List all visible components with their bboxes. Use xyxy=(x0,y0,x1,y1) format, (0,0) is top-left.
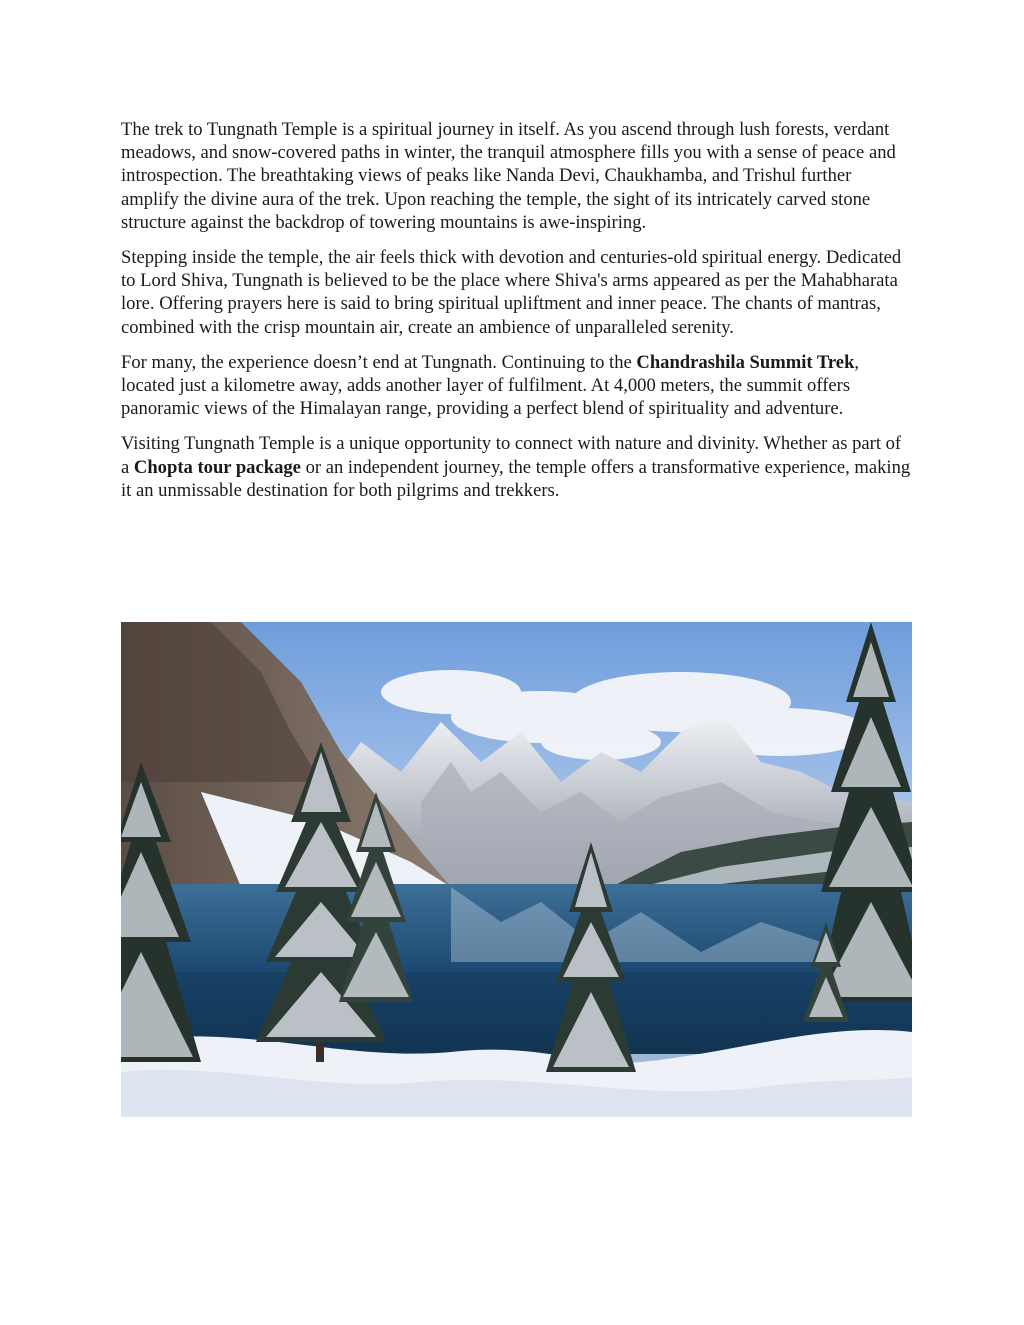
paragraph-4-text-after: or an independent journey, the temple offers a transformative experience, making it an unmissable destination for both pilgrims and trekkers. xyxy=(121,456,911,501)
paragraph-3 xyxy=(121,351,911,421)
paragraph-4-text-before: Visiting Tungnath Temple is a unique opportunity to connect with nature and divinity. Whether as part of a xyxy=(121,433,902,478)
paragraph-2 xyxy=(121,246,911,339)
chandrashila-summit-trek-link: Chandrashila Summit Trek xyxy=(636,351,855,373)
paragraph-1 xyxy=(121,118,911,234)
landscape-illustration xyxy=(121,622,912,1117)
article-body xyxy=(121,118,911,514)
paragraph-1-text: The trek to Tungnath Temple is a spiritual journey in itself. As you ascend through lush forests, verdant meadows, and snow-covered paths in winter, the tranquil atmosphere fills you with a sense of peace and introspection. The breathtaking views of peaks like Nanda Devi, Chaukhamba, and Trishul further amplify the divine aura of the trek. Upon reaching the temple, the sight of its intricately carved stone structure against the backdrop of towering mountains is awe-inspiring. xyxy=(121,119,896,233)
paragraph-3-text-before: For many, the experience doesn’t end at Tungnath. Continuing to the xyxy=(121,351,637,373)
paragraph-3-text-after: , located just a kilometre away, adds another layer of fulfilment. At 4,000 meters, the summit offers panoramic views of the Himalayan range, providing a perfect blend of spirituality and adventure. xyxy=(121,351,860,420)
snowy-lake-photo xyxy=(121,622,912,1117)
paragraph-4 xyxy=(121,432,911,502)
chopta-tour-package-link: Chopta tour package xyxy=(133,456,301,478)
paragraph-2-text: Stepping inside the temple, the air feels thick with devotion and centuries-old spiritual energy. Dedicated to Lord Shiva, Tungnath is believed to be the place where Shiva's arms appeared as per the Mahabharata lore. Offering prayers here is said to bring spiritual upliftment and inner peace. The chants of mantras, combined with the crisp mountain air, create an ambience of unparalleled serenity. xyxy=(121,247,902,338)
